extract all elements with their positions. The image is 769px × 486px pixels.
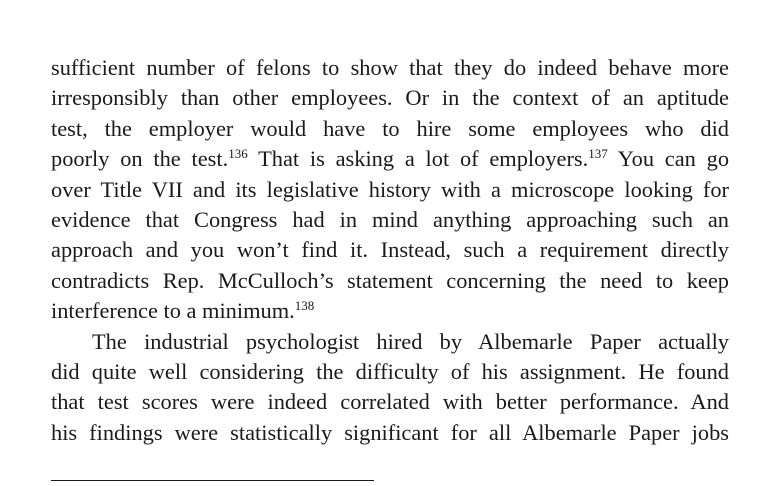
text-line: did quite well considering the difficulty of his assignment. He found bbox=[51, 358, 729, 384]
text-line: over Title VII and its legislative history with a microscope looking for bbox=[51, 176, 729, 202]
text-line bbox=[51, 296, 729, 326]
text-segment: poorly on the test. bbox=[51, 146, 229, 172]
body-text bbox=[51, 53, 729, 448]
text-line: contradicts Rep. McCulloch’s statement concerning the need to keep bbox=[51, 267, 729, 293]
text-line: his findings were statistically significant for all Albemarle Paper jobs bbox=[51, 419, 729, 445]
footnote-separator bbox=[51, 480, 374, 481]
footnote-marker: 136 bbox=[228, 146, 248, 162]
text-line: irresponsibly than other employees. Or in the context of an aptitude bbox=[51, 85, 729, 111]
text-segment: That is asking a lot of employers. bbox=[247, 146, 589, 172]
paragraph bbox=[51, 327, 729, 449]
footnote-marker: 138 bbox=[294, 298, 315, 314]
text-line: sufficient number of felons to show that they do indeed behave more bbox=[51, 55, 729, 80]
text-line: approach and you won’t find it. Instead, such a requirement directly bbox=[51, 237, 729, 263]
text-segment: interference to a minimum. bbox=[51, 298, 295, 324]
text-line: The industrial psychologist hired by Albemarle Paper actually bbox=[92, 328, 729, 354]
text-line: that test scores were indeed correlated with better performance. And bbox=[51, 389, 729, 415]
footnote-marker: 137 bbox=[588, 146, 608, 162]
text-line: evidence that Congress had in mind anything approaching such an bbox=[51, 206, 729, 232]
text-line bbox=[51, 144, 729, 174]
text-line: test, the employer would have to hire some employees who did bbox=[51, 115, 729, 141]
paragraph bbox=[51, 53, 729, 327]
text-segment: You can go bbox=[607, 146, 730, 172]
